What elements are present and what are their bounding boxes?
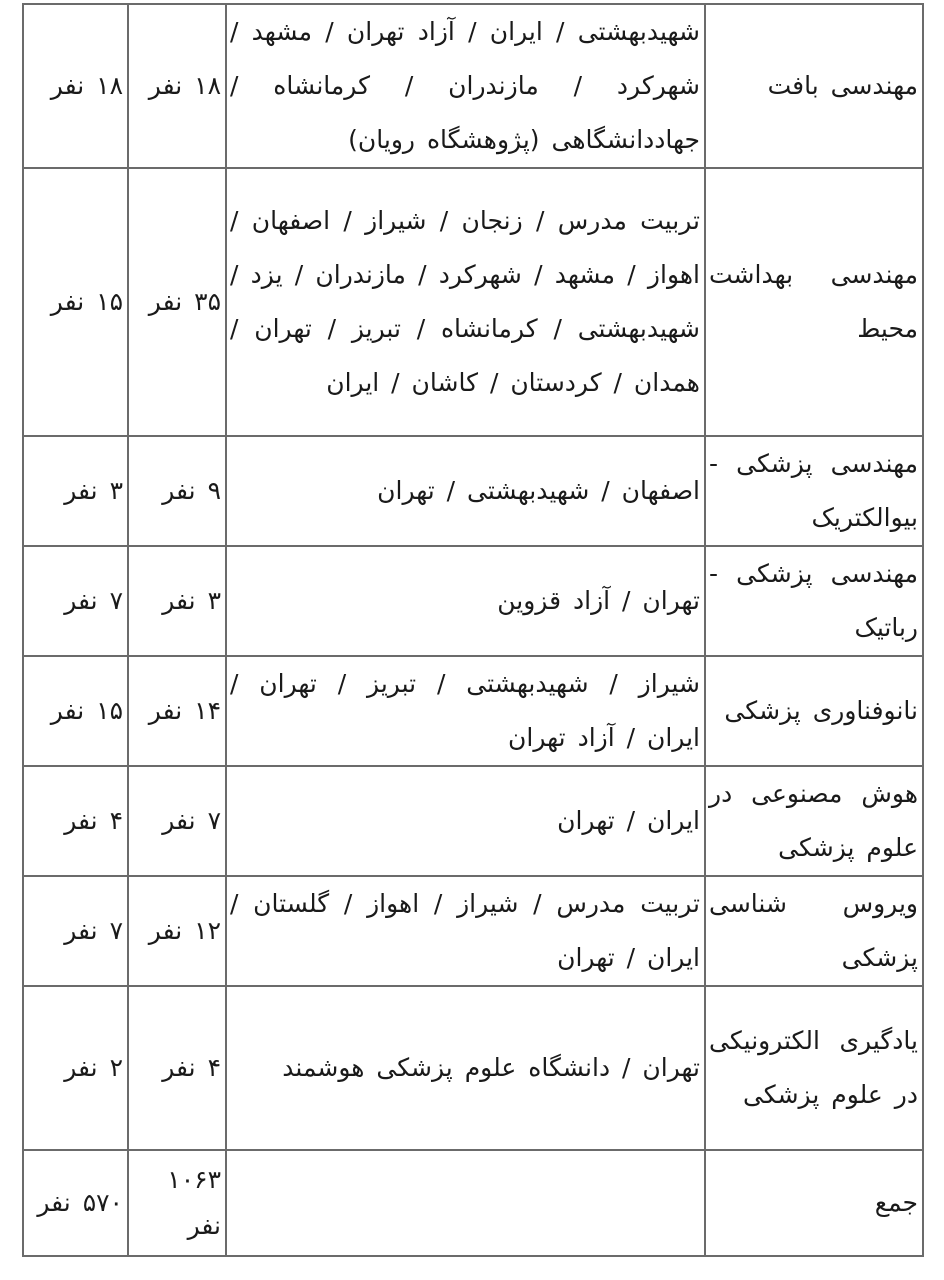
capacity-1-cell: ۱۴ نفر xyxy=(128,656,226,766)
field-name-cell: هوش مصنوعی در علوم پزشکی xyxy=(705,766,923,876)
capacity-1-cell: ۷ نفر xyxy=(128,766,226,876)
universities-cell: شیراز / شهیدبهشتی / تبریز / تهران / ایران / آزاد تهران xyxy=(226,656,705,766)
table-row xyxy=(23,656,923,766)
table-row xyxy=(23,546,923,656)
capacity-2-cell: ۱۵ نفر xyxy=(23,168,128,436)
capacity-2-cell: ۳ نفر xyxy=(23,436,128,546)
capacity-2-cell: ۷ نفر xyxy=(23,876,128,986)
capacity-2-cell: ۷ نفر xyxy=(23,546,128,656)
universities-cell: ایران / تهران xyxy=(226,766,705,876)
table-row xyxy=(23,876,923,986)
total-row xyxy=(23,1150,923,1256)
capacity-1-cell: ۱۲ نفر xyxy=(128,876,226,986)
capacity-1-cell: ۴ نفر xyxy=(128,986,226,1150)
field-name-cell: نانوفناوری پزشکی xyxy=(705,656,923,766)
total-universities-cell xyxy=(226,1150,705,1256)
field-name-cell: مهندسی پزشکی - رباتیک xyxy=(705,546,923,656)
universities-cell: تهران / آزاد قزوین xyxy=(226,546,705,656)
table-row xyxy=(23,436,923,546)
table-row xyxy=(23,168,923,436)
capacity-1-cell: ۳ نفر xyxy=(128,546,226,656)
capacity-1-cell: ۱۸ نفر xyxy=(128,4,226,168)
total-capacity-1-cell: ۱۰۶۳ نفر xyxy=(128,1150,226,1256)
universities-cell: تربیت مدرس / شیراز / اهواز / گلستان / ایران / تهران xyxy=(226,876,705,986)
field-name-cell: ویروس شناسی پزشکی xyxy=(705,876,923,986)
field-name-cell: مهندسی بافت xyxy=(705,4,923,168)
capacity-2-cell: ۱۸ نفر xyxy=(23,4,128,168)
universities-cell: تهران / دانشگاه علوم پزشکی هوشمند xyxy=(226,986,705,1150)
universities-cell: تربیت مدرس / زنجان / شیراز / اصفهان / اهواز / مشهد / شهرکرد / مازندران / یزد / شهیدبهشتی / کرمانشاه / تبریز / تهران / همدان / کردستان / کاشان / ایران xyxy=(226,168,705,436)
total-capacity-2-cell: ۵۷۰ نفر xyxy=(23,1150,128,1256)
universities-cell: شهیدبهشتی / ایران / آزاد تهران / مشهد / شهرکرد / مازندران / کرمانشاه / جهاددانشگاهی (پژوهشگاه رویان) xyxy=(226,4,705,168)
table-row xyxy=(23,4,923,168)
capacity-2-cell: ۴ نفر xyxy=(23,766,128,876)
table-row xyxy=(23,766,923,876)
capacity-1-cell: ۹ نفر xyxy=(128,436,226,546)
capacity-2-cell: ۱۵ نفر xyxy=(23,656,128,766)
capacity-2-cell: ۲ نفر xyxy=(23,986,128,1150)
capacity-table-container xyxy=(22,3,922,1257)
universities-cell: اصفهان / شهیدبهشتی / تهران xyxy=(226,436,705,546)
field-name-cell: مهندسی پزشکی - بیوالکتریک xyxy=(705,436,923,546)
capacity-table xyxy=(22,3,924,1257)
total-label-cell: جمع xyxy=(705,1150,923,1256)
capacity-1-cell: ۳۵ نفر xyxy=(128,168,226,436)
field-name-cell: مهندسی بهداشت محیط xyxy=(705,168,923,436)
field-name-cell: یادگیری الکترونیکی در علوم پزشکی xyxy=(705,986,923,1150)
table-row xyxy=(23,986,923,1150)
